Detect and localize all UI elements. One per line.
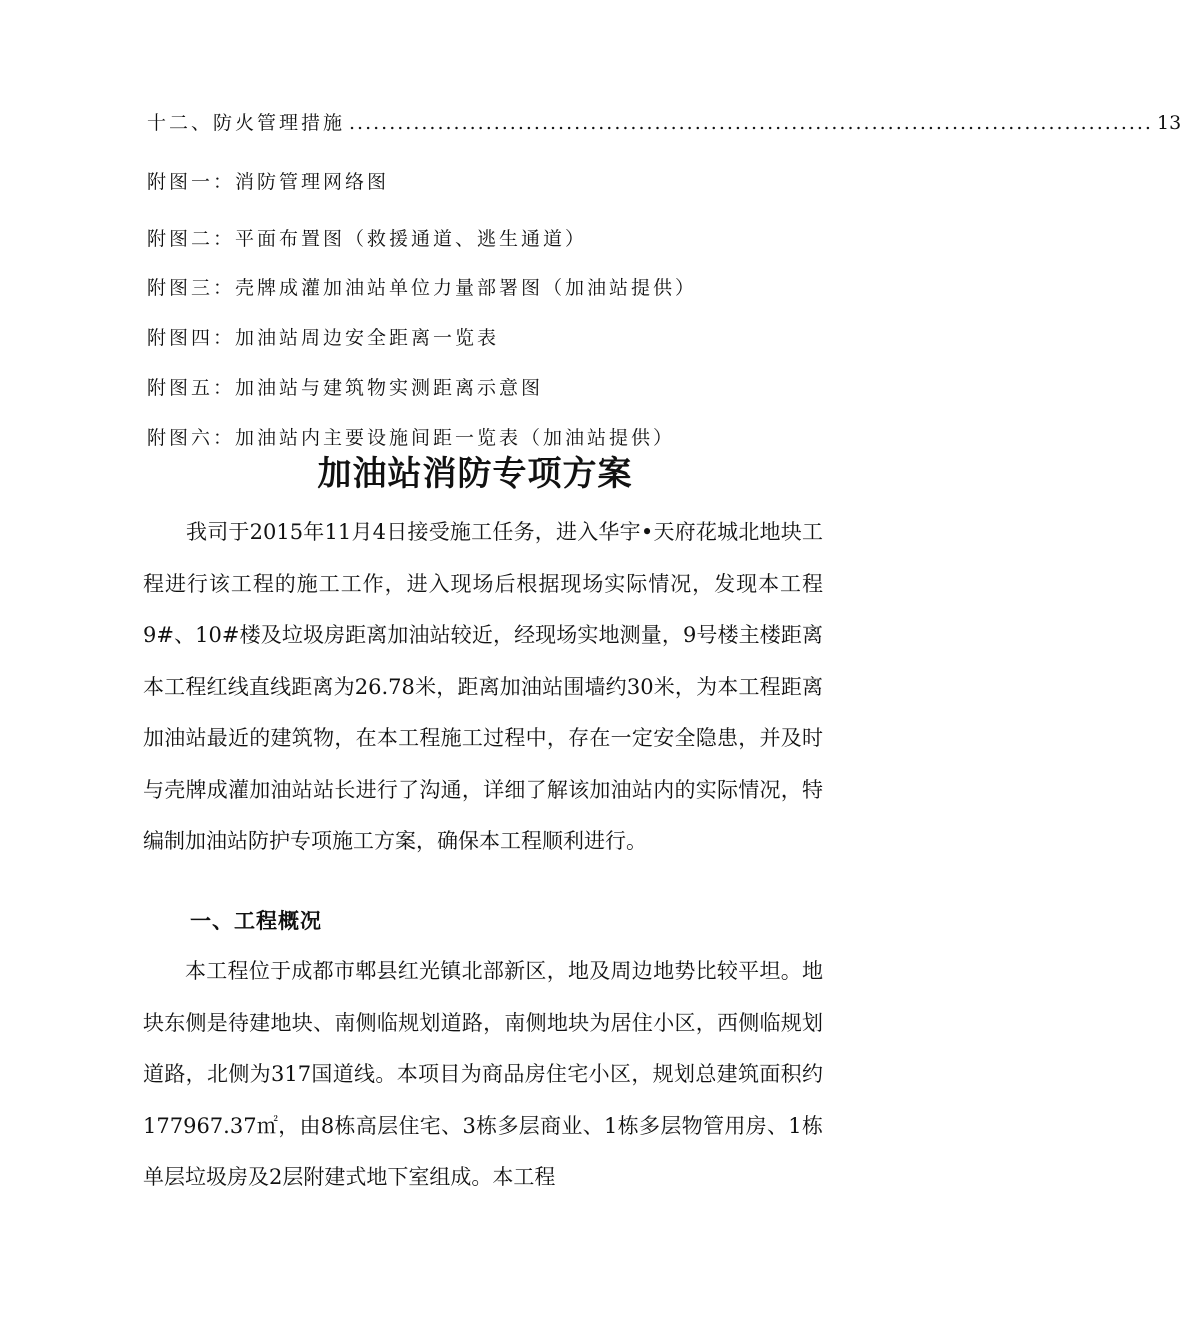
- toc-leader-dots: ....................................................................................................: [349, 112, 1153, 134]
- toc-appendix-1: 附图一：消防管理网络图: [147, 171, 390, 193]
- section-body-paragraph: 本工程位于成都市郫县红光镇北部新区，地及周边地势比较平坦。地块东侧是待建地块、南侧临规划道路，南侧地块为居住小区，西侧临规划道路，北侧为317国道线。本项目为商品房住宅小区，规划总建筑面积约177967.37㎡，由8栋高层住宅、3栋多层商业、1栋多层物管用房、1栋单层垃圾房及2层附建式地下室组成。本工程: [143, 959, 823, 1189]
- section-heading: 一、工程概况: [190, 908, 322, 933]
- toc-appendix-4: 附图四：加油站周边安全距离一览表: [147, 327, 500, 349]
- toc-entry-label: 十二、防火管理措施: [147, 112, 346, 134]
- toc-appendix-5: 附图五：加油站与建筑物实测距离示意图: [147, 377, 544, 399]
- toc-entry-12: [147, 108, 1181, 135]
- intro-paragraph: 我司于2015年11月4日接受施工任务，进入华宇•天府花城北地块工程进行该工程的施工工作，进入现场后根据现场实际情况，发现本工程9#、10#楼及垃圾房距离加油站较近，经现场实地测量，9号楼主楼距离本工程红线直线距离为26.78米，距离加油站围墙约30米，为本工程距离加油站最近的建筑物，在本工程施工过程中，存在一定安全隐患，并及时与壳牌成灌加油站站长进行了沟通，详细了解该加油站内的实际情况，特编制加油站防护专项施工方案，确保本工程顺利进行。: [143, 520, 823, 853]
- toc-appendix-3: 附图三：壳牌成灌加油站单位力量部署图（加油站提供）: [147, 277, 698, 299]
- toc-appendix-2: 附图二：平面布置图（救援通道、逃生通道）: [147, 228, 588, 250]
- toc-page-number: 13: [1156, 112, 1181, 134]
- toc-appendix-6: 附图六：加油站内主要设施间距一览表（加油站提供）: [147, 427, 676, 449]
- document-title: 加油站消防专项方案: [317, 454, 633, 494]
